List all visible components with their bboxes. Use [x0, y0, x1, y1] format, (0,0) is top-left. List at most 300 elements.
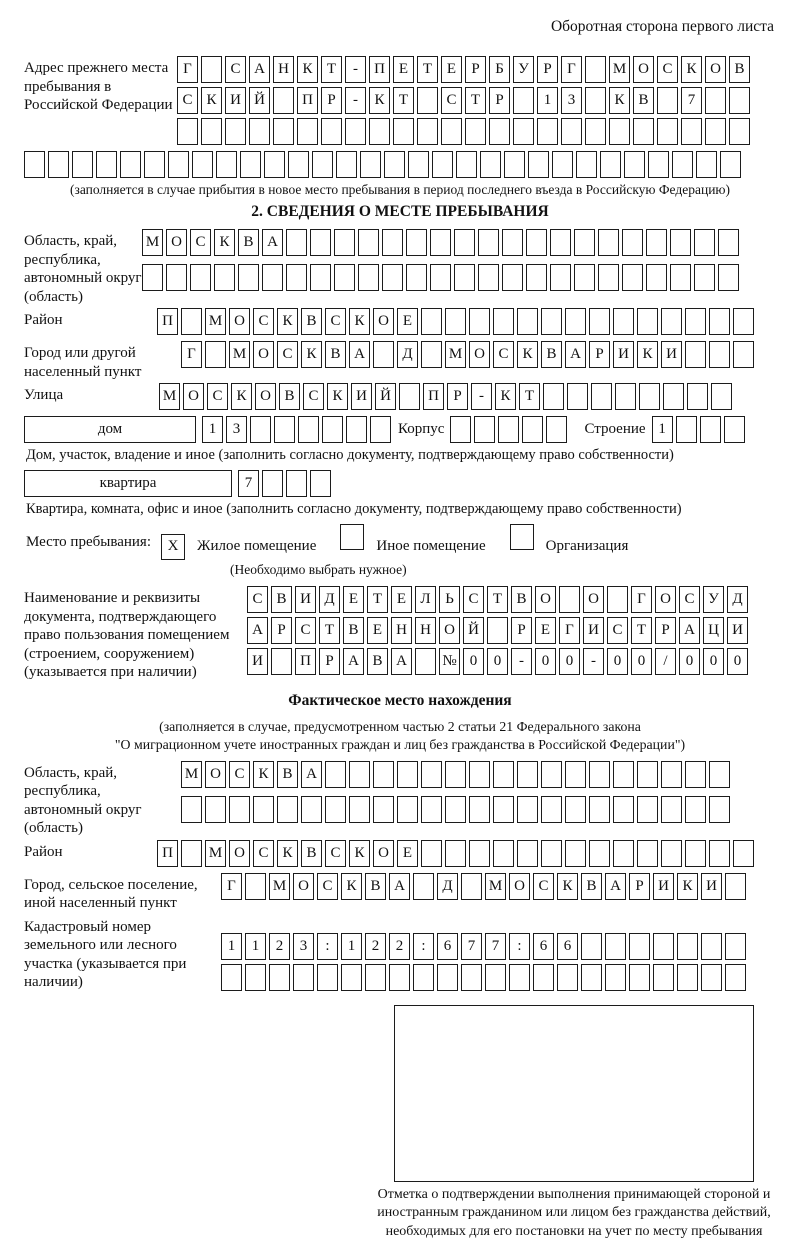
char-box[interactable]: 0	[727, 648, 748, 675]
char-box[interactable]	[637, 796, 658, 823]
char-box[interactable]: С	[679, 586, 700, 613]
char-box[interactable]	[277, 796, 298, 823]
char-box[interactable]	[325, 761, 346, 788]
char-box[interactable]	[253, 796, 274, 823]
char-box[interactable]	[565, 840, 586, 867]
char-box[interactable]: 1	[652, 416, 673, 443]
char-box[interactable]: С	[607, 617, 628, 644]
char-box[interactable]	[513, 118, 534, 145]
char-box[interactable]: Н	[391, 617, 412, 644]
char-box[interactable]: К	[277, 840, 298, 867]
char-box[interactable]: Е	[397, 840, 418, 867]
char-box[interactable]: А	[565, 341, 586, 368]
char-box[interactable]: К	[557, 873, 578, 900]
char-box[interactable]	[513, 87, 534, 114]
char-box[interactable]: К	[231, 383, 252, 410]
char-box[interactable]: :	[317, 933, 338, 960]
char-box[interactable]	[526, 229, 547, 256]
char-box[interactable]	[653, 964, 674, 991]
char-box[interactable]	[681, 118, 702, 145]
char-box[interactable]	[605, 933, 626, 960]
char-box[interactable]	[480, 151, 501, 178]
char-box[interactable]	[676, 416, 697, 443]
char-box[interactable]: П	[423, 383, 444, 410]
char-box[interactable]: М	[609, 56, 630, 83]
char-box[interactable]: 1	[245, 933, 266, 960]
char-box[interactable]	[498, 416, 519, 443]
char-box[interactable]: А	[391, 648, 412, 675]
char-box[interactable]	[432, 151, 453, 178]
char-box[interactable]: О	[535, 586, 556, 613]
char-box[interactable]	[334, 264, 355, 291]
char-box[interactable]	[389, 964, 410, 991]
char-box[interactable]: П	[157, 308, 178, 335]
mesto-checkbox-0[interactable]: X	[161, 534, 185, 560]
char-box[interactable]	[430, 229, 451, 256]
char-box[interactable]	[408, 151, 429, 178]
char-box[interactable]	[701, 933, 722, 960]
char-box[interactable]	[190, 264, 211, 291]
char-box[interactable]: 6	[557, 933, 578, 960]
char-box[interactable]	[301, 796, 322, 823]
char-box[interactable]	[382, 264, 403, 291]
char-box[interactable]	[622, 229, 643, 256]
char-box[interactable]	[672, 151, 693, 178]
char-box[interactable]	[437, 964, 458, 991]
char-box[interactable]: Р	[319, 648, 340, 675]
char-box[interactable]: В	[343, 617, 364, 644]
char-box[interactable]: Р	[655, 617, 676, 644]
char-box[interactable]: И	[701, 873, 722, 900]
char-box[interactable]: К	[253, 761, 274, 788]
char-box[interactable]: 0	[679, 648, 700, 675]
char-box[interactable]: О	[183, 383, 204, 410]
char-box[interactable]	[657, 87, 678, 114]
char-box[interactable]	[293, 964, 314, 991]
char-box[interactable]: 0	[487, 648, 508, 675]
char-box[interactable]	[493, 840, 514, 867]
char-box[interactable]: К	[677, 873, 698, 900]
char-box[interactable]	[709, 341, 730, 368]
char-box[interactable]	[522, 416, 543, 443]
char-box[interactable]: И	[247, 648, 268, 675]
char-box[interactable]: К	[495, 383, 516, 410]
char-box[interactable]	[574, 229, 595, 256]
char-box[interactable]	[694, 264, 715, 291]
char-box[interactable]	[646, 229, 667, 256]
char-box[interactable]: 3	[293, 933, 314, 960]
char-box[interactable]	[430, 264, 451, 291]
char-box[interactable]	[365, 964, 386, 991]
char-box[interactable]: И	[653, 873, 674, 900]
char-box[interactable]: С	[317, 873, 338, 900]
char-box[interactable]: С	[657, 56, 678, 83]
char-box[interactable]	[269, 964, 290, 991]
char-box[interactable]: К	[301, 341, 322, 368]
char-box[interactable]	[181, 796, 202, 823]
char-box[interactable]	[639, 383, 660, 410]
char-box[interactable]	[349, 761, 370, 788]
char-box[interactable]	[565, 308, 586, 335]
char-box[interactable]: 7	[238, 470, 259, 497]
char-box[interactable]: 7	[485, 933, 506, 960]
char-box[interactable]: К	[297, 56, 318, 83]
char-box[interactable]	[705, 87, 726, 114]
char-box[interactable]	[574, 264, 595, 291]
char-box[interactable]	[445, 308, 466, 335]
char-box[interactable]	[369, 118, 390, 145]
char-box[interactable]: :	[509, 933, 530, 960]
char-box[interactable]	[709, 840, 730, 867]
char-box[interactable]	[576, 151, 597, 178]
char-box[interactable]: М	[159, 383, 180, 410]
char-box[interactable]	[373, 341, 394, 368]
char-box[interactable]	[317, 964, 338, 991]
char-box[interactable]	[465, 118, 486, 145]
char-box[interactable]: Л	[415, 586, 436, 613]
char-box[interactable]: Р	[447, 383, 468, 410]
char-box[interactable]: Р	[271, 617, 292, 644]
char-box[interactable]	[550, 264, 571, 291]
char-box[interactable]: 2	[365, 933, 386, 960]
char-box[interactable]	[249, 118, 270, 145]
char-box[interactable]: 6	[533, 933, 554, 960]
char-box[interactable]	[373, 761, 394, 788]
char-box[interactable]: В	[511, 586, 532, 613]
char-box[interactable]: И	[225, 87, 246, 114]
char-box[interactable]	[502, 264, 523, 291]
char-box[interactable]	[120, 151, 141, 178]
char-box[interactable]: И	[661, 341, 682, 368]
char-box[interactable]: С	[253, 840, 274, 867]
char-box[interactable]	[696, 151, 717, 178]
char-box[interactable]: -	[471, 383, 492, 410]
char-box[interactable]	[469, 796, 490, 823]
char-box[interactable]: В	[633, 87, 654, 114]
char-box[interactable]	[685, 796, 706, 823]
char-box[interactable]: Р	[629, 873, 650, 900]
char-box[interactable]: В	[581, 873, 602, 900]
char-box[interactable]: Г	[177, 56, 198, 83]
char-box[interactable]	[421, 308, 442, 335]
char-box[interactable]	[622, 264, 643, 291]
char-box[interactable]	[421, 840, 442, 867]
char-box[interactable]	[526, 264, 547, 291]
char-box[interactable]	[733, 308, 754, 335]
char-box[interactable]: Т	[487, 586, 508, 613]
char-box[interactable]	[729, 118, 750, 145]
char-box[interactable]	[585, 56, 606, 83]
char-box[interactable]: -	[583, 648, 604, 675]
char-box[interactable]	[537, 118, 558, 145]
char-box[interactable]: И	[583, 617, 604, 644]
char-box[interactable]: У	[513, 56, 534, 83]
char-box[interactable]	[725, 873, 746, 900]
char-box[interactable]: О	[655, 586, 676, 613]
char-box[interactable]: И	[351, 383, 372, 410]
char-box[interactable]: К	[369, 87, 390, 114]
char-box[interactable]: Е	[397, 308, 418, 335]
char-box[interactable]: К	[277, 308, 298, 335]
char-box[interactable]	[264, 151, 285, 178]
char-box[interactable]: 0	[559, 648, 580, 675]
char-box[interactable]	[637, 840, 658, 867]
char-box[interactable]: -	[345, 87, 366, 114]
char-box[interactable]	[216, 151, 237, 178]
char-box[interactable]: В	[325, 341, 346, 368]
char-box[interactable]	[142, 264, 163, 291]
char-box[interactable]: В	[729, 56, 750, 83]
char-box[interactable]: М	[485, 873, 506, 900]
char-box[interactable]: О	[205, 761, 226, 788]
char-box[interactable]	[240, 151, 261, 178]
char-box[interactable]: С	[493, 341, 514, 368]
char-box[interactable]: Г	[181, 341, 202, 368]
char-box[interactable]	[585, 118, 606, 145]
char-box[interactable]: Р	[489, 87, 510, 114]
char-box[interactable]	[561, 118, 582, 145]
char-box[interactable]	[685, 840, 706, 867]
char-box[interactable]: М	[181, 761, 202, 788]
char-box[interactable]: С	[225, 56, 246, 83]
char-box[interactable]: С	[247, 586, 268, 613]
char-box[interactable]	[550, 229, 571, 256]
char-box[interactable]	[559, 586, 580, 613]
char-box[interactable]	[493, 308, 514, 335]
char-box[interactable]	[456, 151, 477, 178]
char-box[interactable]	[445, 796, 466, 823]
char-box[interactable]: С	[177, 87, 198, 114]
char-box[interactable]	[397, 796, 418, 823]
mesto-checkbox-2[interactable]	[510, 524, 534, 550]
char-box[interactable]	[493, 761, 514, 788]
char-box[interactable]: 3	[226, 416, 247, 443]
char-box[interactable]: Е	[535, 617, 556, 644]
char-box[interactable]: О	[373, 308, 394, 335]
char-box[interactable]	[286, 264, 307, 291]
char-box[interactable]: Т	[393, 87, 414, 114]
char-box[interactable]	[144, 151, 165, 178]
char-box[interactable]: В	[277, 761, 298, 788]
char-box[interactable]: Й	[375, 383, 396, 410]
char-box[interactable]: О	[253, 341, 274, 368]
char-box[interactable]: В	[367, 648, 388, 675]
char-box[interactable]: А	[247, 617, 268, 644]
char-box[interactable]	[406, 229, 427, 256]
char-box[interactable]: О	[373, 840, 394, 867]
char-box[interactable]	[694, 229, 715, 256]
char-box[interactable]: П	[297, 87, 318, 114]
char-box[interactable]	[657, 118, 678, 145]
char-box[interactable]	[245, 964, 266, 991]
char-box[interactable]	[725, 933, 746, 960]
char-box[interactable]: К	[609, 87, 630, 114]
char-box[interactable]	[273, 118, 294, 145]
char-box[interactable]	[705, 118, 726, 145]
char-box[interactable]	[677, 964, 698, 991]
char-box[interactable]: 0	[463, 648, 484, 675]
char-box[interactable]: Т	[319, 617, 340, 644]
char-box[interactable]: 1	[221, 933, 242, 960]
char-box[interactable]	[718, 229, 739, 256]
char-box[interactable]: Р	[465, 56, 486, 83]
char-box[interactable]	[517, 840, 538, 867]
char-box[interactable]	[370, 416, 391, 443]
char-box[interactable]: 1	[202, 416, 223, 443]
char-box[interactable]	[502, 229, 523, 256]
char-box[interactable]	[661, 761, 682, 788]
char-box[interactable]: Г	[561, 56, 582, 83]
char-box[interactable]: 0	[607, 648, 628, 675]
char-box[interactable]	[729, 87, 750, 114]
char-box[interactable]: С	[253, 308, 274, 335]
char-box[interactable]: С	[533, 873, 554, 900]
char-box[interactable]: Ц	[703, 617, 724, 644]
char-box[interactable]	[661, 840, 682, 867]
char-box[interactable]	[478, 264, 499, 291]
char-box[interactable]	[709, 761, 730, 788]
char-box[interactable]	[421, 761, 442, 788]
char-box[interactable]: Ь	[439, 586, 460, 613]
char-box[interactable]: Г	[221, 873, 242, 900]
char-box[interactable]: О	[469, 341, 490, 368]
char-box[interactable]	[201, 118, 222, 145]
char-box[interactable]	[288, 151, 309, 178]
char-box[interactable]	[177, 118, 198, 145]
char-box[interactable]	[613, 308, 634, 335]
char-box[interactable]: Т	[417, 56, 438, 83]
char-box[interactable]: К	[349, 840, 370, 867]
char-box[interactable]: Е	[391, 586, 412, 613]
char-box[interactable]: /	[655, 648, 676, 675]
char-box[interactable]	[454, 229, 475, 256]
char-box[interactable]: О	[509, 873, 530, 900]
char-box[interactable]	[517, 761, 538, 788]
char-box[interactable]	[653, 933, 674, 960]
char-box[interactable]: С	[463, 586, 484, 613]
char-box[interactable]	[274, 416, 295, 443]
char-box[interactable]: К	[637, 341, 658, 368]
char-box[interactable]: О	[293, 873, 314, 900]
char-box[interactable]: А	[343, 648, 364, 675]
char-box[interactable]	[646, 264, 667, 291]
char-box[interactable]	[450, 416, 471, 443]
char-box[interactable]	[358, 229, 379, 256]
char-box[interactable]	[543, 383, 564, 410]
char-box[interactable]	[528, 151, 549, 178]
char-box[interactable]	[541, 308, 562, 335]
char-box[interactable]	[297, 118, 318, 145]
char-box[interactable]: О	[166, 229, 187, 256]
char-box[interactable]	[613, 840, 634, 867]
char-box[interactable]	[567, 383, 588, 410]
char-box[interactable]	[585, 87, 606, 114]
char-box[interactable]	[661, 796, 682, 823]
char-box[interactable]	[415, 648, 436, 675]
char-box[interactable]	[637, 308, 658, 335]
char-box[interactable]	[598, 264, 619, 291]
char-box[interactable]	[201, 56, 222, 83]
char-box[interactable]	[461, 964, 482, 991]
char-box[interactable]: И	[613, 341, 634, 368]
char-box[interactable]: Г	[631, 586, 652, 613]
char-box[interactable]: Е	[441, 56, 462, 83]
char-box[interactable]: Б	[489, 56, 510, 83]
char-box[interactable]	[598, 229, 619, 256]
char-box[interactable]	[701, 964, 722, 991]
char-box[interactable]	[358, 264, 379, 291]
char-box[interactable]	[546, 416, 567, 443]
char-box[interactable]: М	[142, 229, 163, 256]
char-box[interactable]	[533, 964, 554, 991]
char-box[interactable]: В	[271, 586, 292, 613]
char-box[interactable]: А	[679, 617, 700, 644]
char-box[interactable]	[478, 229, 499, 256]
char-box[interactable]	[685, 308, 706, 335]
kvartira-field-box[interactable]: квартира	[24, 470, 232, 497]
char-box[interactable]	[445, 761, 466, 788]
char-box[interactable]	[487, 617, 508, 644]
char-box[interactable]	[441, 118, 462, 145]
char-box[interactable]: Н	[273, 56, 294, 83]
char-box[interactable]: А	[389, 873, 410, 900]
char-box[interactable]: С	[229, 761, 250, 788]
char-box[interactable]: 3	[561, 87, 582, 114]
char-box[interactable]	[341, 964, 362, 991]
char-box[interactable]	[700, 416, 721, 443]
char-box[interactable]: М	[229, 341, 250, 368]
char-box[interactable]	[589, 308, 610, 335]
char-box[interactable]: С	[277, 341, 298, 368]
char-box[interactable]	[205, 341, 226, 368]
char-box[interactable]	[373, 796, 394, 823]
char-box[interactable]	[384, 151, 405, 178]
char-box[interactable]	[221, 964, 242, 991]
char-box[interactable]	[648, 151, 669, 178]
char-box[interactable]: К	[201, 87, 222, 114]
char-box[interactable]: О	[255, 383, 276, 410]
char-box[interactable]	[469, 308, 490, 335]
char-box[interactable]	[605, 964, 626, 991]
char-box[interactable]	[718, 264, 739, 291]
char-box[interactable]: Т	[465, 87, 486, 114]
char-box[interactable]	[421, 341, 442, 368]
char-box[interactable]	[725, 964, 746, 991]
char-box[interactable]	[663, 383, 684, 410]
char-box[interactable]	[345, 118, 366, 145]
char-box[interactable]	[421, 796, 442, 823]
char-box[interactable]	[724, 416, 745, 443]
char-box[interactable]: У	[703, 586, 724, 613]
char-box[interactable]	[310, 470, 331, 497]
char-box[interactable]	[565, 796, 586, 823]
char-box[interactable]	[325, 796, 346, 823]
char-box[interactable]	[509, 964, 530, 991]
char-box[interactable]	[709, 308, 730, 335]
char-box[interactable]: А	[301, 761, 322, 788]
char-box[interactable]	[677, 933, 698, 960]
char-box[interactable]	[485, 964, 506, 991]
char-box[interactable]	[181, 308, 202, 335]
char-box[interactable]: О	[439, 617, 460, 644]
char-box[interactable]	[720, 151, 741, 178]
char-box[interactable]: Й	[463, 617, 484, 644]
char-box[interactable]: В	[238, 229, 259, 256]
char-box[interactable]: Д	[397, 341, 418, 368]
char-box[interactable]: Й	[249, 87, 270, 114]
char-box[interactable]	[181, 840, 202, 867]
char-box[interactable]: М	[269, 873, 290, 900]
